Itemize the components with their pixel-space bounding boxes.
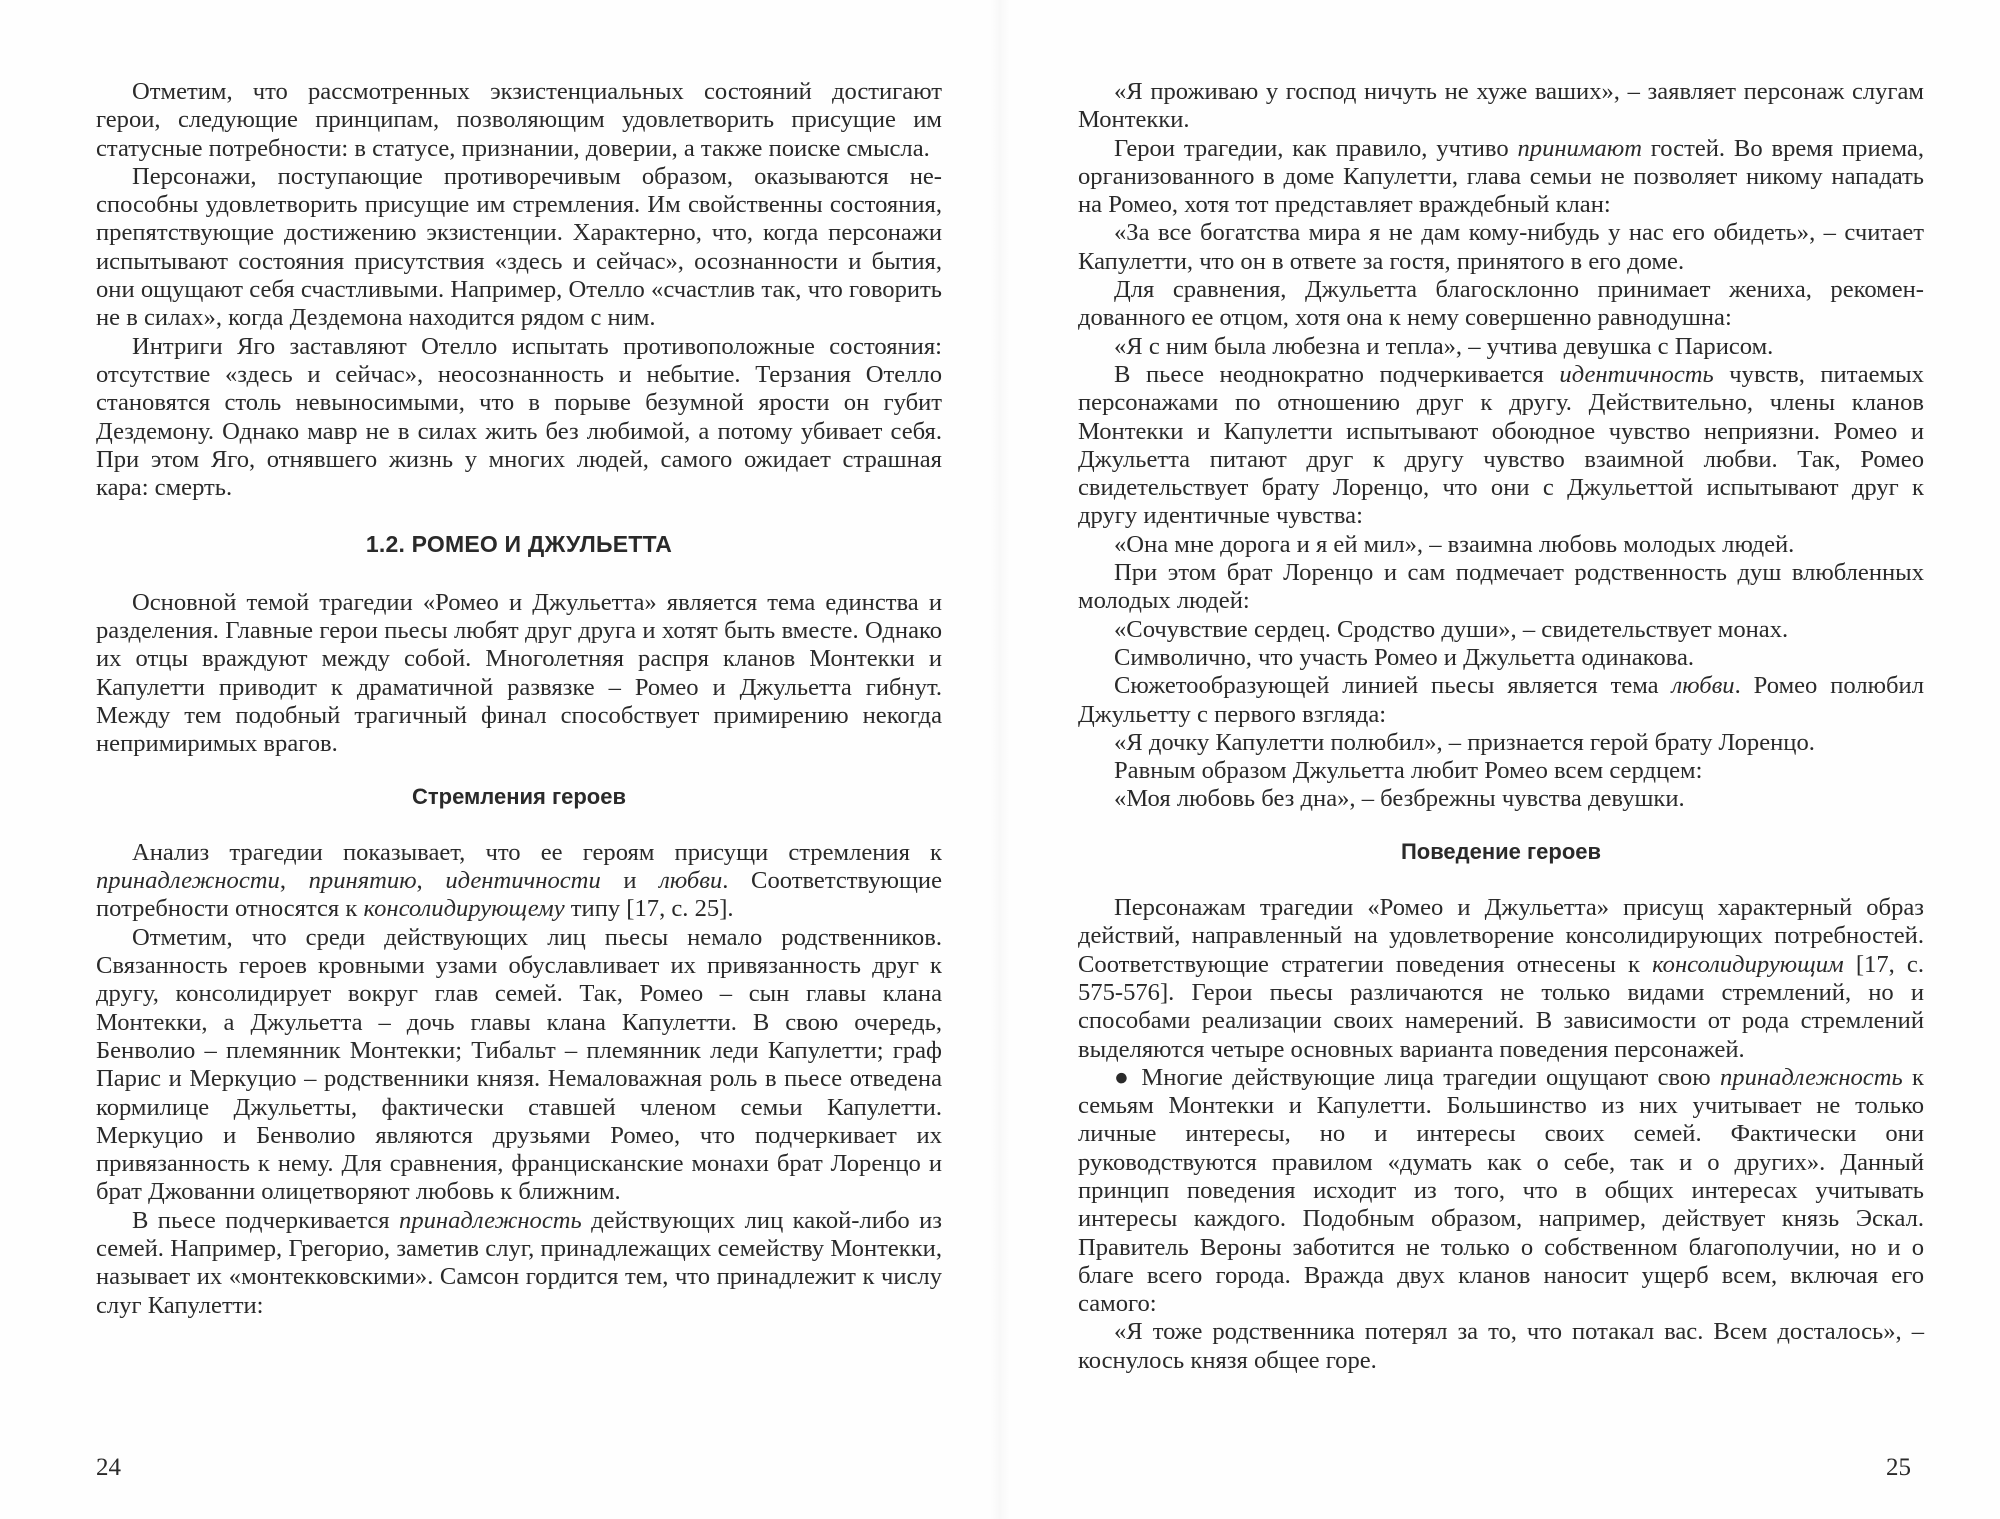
text-run: Анализ трагедии показывает, что ее героям присущи стремления к (132, 838, 942, 866)
book-gutter (990, 0, 1010, 1519)
italic-term: принимают (1517, 134, 1642, 162)
text-run: Сюжетообразующей линией пьесы является тема (1114, 672, 1672, 700)
quote-line: «Я проживаю у господ ничуть не хуже ваших», – заявляет персонаж слугам Монтекки. (1078, 78, 1924, 134)
bullet-paragraph (1078, 1064, 1924, 1319)
quote-line: «Я тоже родственника потерял за то, что потакал вас. Всем досталось», – коснулось князя общее горе. (1078, 1318, 1924, 1374)
text-run: гостей. Во время приема, организованного в доме Капулетти, глава семьи не позволяет никому нападать на Ромео, хотя тот представляет враждебный клан: (1078, 134, 1925, 219)
paragraph (1078, 672, 1924, 729)
quote-line: «Моя любовь без дна», – безбрежны чувства девушки. (1114, 785, 1685, 813)
text-run: В пьесе подчеркивается (132, 1206, 400, 1234)
paragraph (96, 1207, 942, 1320)
italic-term: принадлежность (1719, 1063, 1903, 1091)
quote-line: «Сочувствие сердец. Сродство души», – свидетельствует монах. (1114, 615, 1789, 643)
paragraph: Равным образом Джульетта любит Ромео всем сердцем: (1114, 757, 1703, 785)
text-run: Персонажам трагедии «Ромео и Джульетта» присущ характерный образ действий, направленный на удовлетворение консолидирующих потребностей. Соответствующие стратегии поведения отнесены к (1078, 894, 1924, 978)
italic-term: консолидирующим (1652, 950, 1844, 978)
italic-term: принятию (308, 867, 417, 895)
italic-term: любви (1671, 672, 1735, 700)
paragraph (1078, 894, 1924, 1064)
text-run: типу [17, с. 25]. (564, 895, 734, 923)
paragraph: Интриги Яго заставляют Отелло испытать противоположные состояния: отсутствие «здесь и сейчас», неосознанность и небытие. Терзания Отелло становятся столь невыносимыми, что в порыве безумной ярости он губит Дездемону. Однако мавр не в силах жить без любимой, а потому убивает себя. При этом Яго, отнявшего жизнь у многих людей, самого ожидает страшная кара: смерть. (96, 332, 942, 502)
page-number-left: 24 (96, 1454, 121, 1481)
section-subheading: Поведение героев (1400, 838, 1602, 864)
text-run: к семьям Монтекки и Капулетти. Большинство из них учитывает не только личные интересы, но и интересы своих семей. Фактически они руководствуются правилом «думать как о себе, так и о других». Данный принцип поведения исходит из того, что в общих интересах учитывать интересы каждого. Подобным образом, например, действует князь Эскал. Правитель Вероны заботится не только о собственном благополучии, но и о благе всего города. Вражда двух кланов наносит ущерб всем, включая его самого: (1078, 1063, 1924, 1318)
text-run: и (600, 867, 660, 895)
chapter-heading: 1.2. РОМЕО И ДЖУЛЬЕТТА (365, 531, 673, 558)
text-run: действующих лиц какой-либо из семей. Например, Грегорио, заметив слуг, принадлежащих семейству Монтекки, называет их «монтекковскими». Самсон гордится тем, что принадлежит к числу слуг Капулетти: (96, 1206, 942, 1319)
text-run: Многие действующие лица трагедии ощущают свою (1132, 1063, 1720, 1091)
page-number-right: 25 (1886, 1454, 1911, 1481)
paragraph: При этом брат Лоренцо и сам подмечает родственность душ влюбленных молодых людей: (1078, 559, 1924, 615)
paragraph: Для сравнения, Джульетта благосклонно принимает жениха, рекомендованного ее отцом, хотя она к нему совершенно равнодушна: (1078, 276, 1924, 332)
section-subheading: Стремления героев (411, 783, 627, 809)
bullet-icon: ● (1114, 1063, 1133, 1091)
italic-term: любви (659, 867, 723, 895)
text-run: . Ромео полюбил Джульетту с первого взгляда: (1078, 672, 1924, 728)
italic-term: идентичности (445, 867, 601, 895)
paragraph (1078, 135, 1924, 220)
right-page (1078, 78, 1924, 1375)
text-run: , (416, 867, 446, 895)
quote-line: «Я дочку Капулетти полюбил», – признается герой брату Лоренцо. (1114, 728, 1815, 756)
quote-line: «Она мне дорога и я ей мил», – взаимна любовь молодых людей. (1114, 530, 1795, 558)
paragraph: Персонажи, поступающие противоречивым образом, оказываются неспособны удовлетворить присущие им стремления. Им свойственны состояния, препятствующие достижению экзистенции. Характерно, что, когда персонажи испытывают состояния присутствия «здесь и сейчас», осознанности и бытия, они ощущают себя счастливыми. Например, Отелло «счастлив так, что говорить не в силах», когда Дездемона находится рядом с ним. (96, 162, 942, 332)
quote-line: «Я с ним была любезна и тепла», – учтива девушка с Парисом. (1114, 332, 1774, 360)
text-run: В пьесе неоднократно подчеркивается (1114, 360, 1560, 388)
text-run: чувств, питаемых персонажами по отношению друг к другу. Действительно, члены кланов Монтекки и Капулетти испытывают обоюдное чувство неприязни. Ромео и Джульетта питают друг к другу чувство взаимной любви. Так, Ромео свидетельствует брату Лоренцо, что они с Джульеттой испытывают друг к другу идентичные чувства: (1078, 360, 1924, 530)
paragraph (96, 839, 942, 924)
left-page (96, 78, 942, 1320)
text-run: [17, с. 575-576]. Герои пьесы различаются не только видами стремлений, но и способами реализации своих намерений. В зависимости от рода стремлений выделяются четыре основных варианта поведения персонажей. (1078, 950, 1924, 1063)
paragraph: Отметим, что рассмотренных экзистенциальных состояний достигают герои, следующие принципам, позволяющим удовлетворить присущие им статусные потребности: в статусе, признании, доверии, а также поиске смысла. (96, 78, 942, 162)
quote-line: «За все богатства мира я не дам кому-нибудь у нас его обидеть», – считает Капулетти, что он в ответе за гостя, принятого в его доме. (1078, 219, 1924, 275)
text-run: Герои трагедии, как правило, учтиво (1114, 134, 1518, 162)
paragraph: Основной темой трагедии «Ромео и Джульетта» является тема единства и разделения. Главные герои пьесы любят друг друга и хотят быть вместе. Однако их отцы враждуют между собой. Многолетняя распря кланов Монтекки и Капулетти приводит к драматичной развязке – Ромео и Джульетта гибнут. Между тем подобный трагичный финал способствует примирению некогда непримиримых врагов. (96, 588, 942, 758)
text-run: . Соответствующие потребности относятся к (96, 867, 943, 923)
paragraph (1078, 361, 1924, 531)
italic-term: консолидирующему (363, 895, 565, 923)
text-run: , (279, 867, 309, 895)
paragraph: Отметим, что среди действующих лиц пьесы немало родственников. Связанность героев кровными узами обуславливает их привязанность друг к другу, консолидирует вокруг глав семей. Так, Ромео – сын главы клана Монтекки, а Джульетта – дочь главы клана Капулетти. В свою очередь, Бенволио – племянник Монтекки; Тибальт – племянник леди Капулетти; граф Парис и Меркуцио – родственники князя. Немаловажная роль в пьесе отведена кормилице Джульетты, фактически ставшей членом семьи Капулетти. Меркуцио и Бенволио являются друзьями Ромео, что подчеркивает их привязанность к нему. Для сравнения, францисканские монахи брат Лоренцо и брат Джованни олицетворяют любовь к ближним. (96, 923, 942, 1206)
italic-term: принадлежности (96, 867, 280, 895)
italic-term: принадлежность (399, 1206, 582, 1234)
paragraph: Символично, что участь Ромео и Джульетта одинакова. (1114, 643, 1695, 671)
italic-term: идентичность (1559, 360, 1714, 388)
